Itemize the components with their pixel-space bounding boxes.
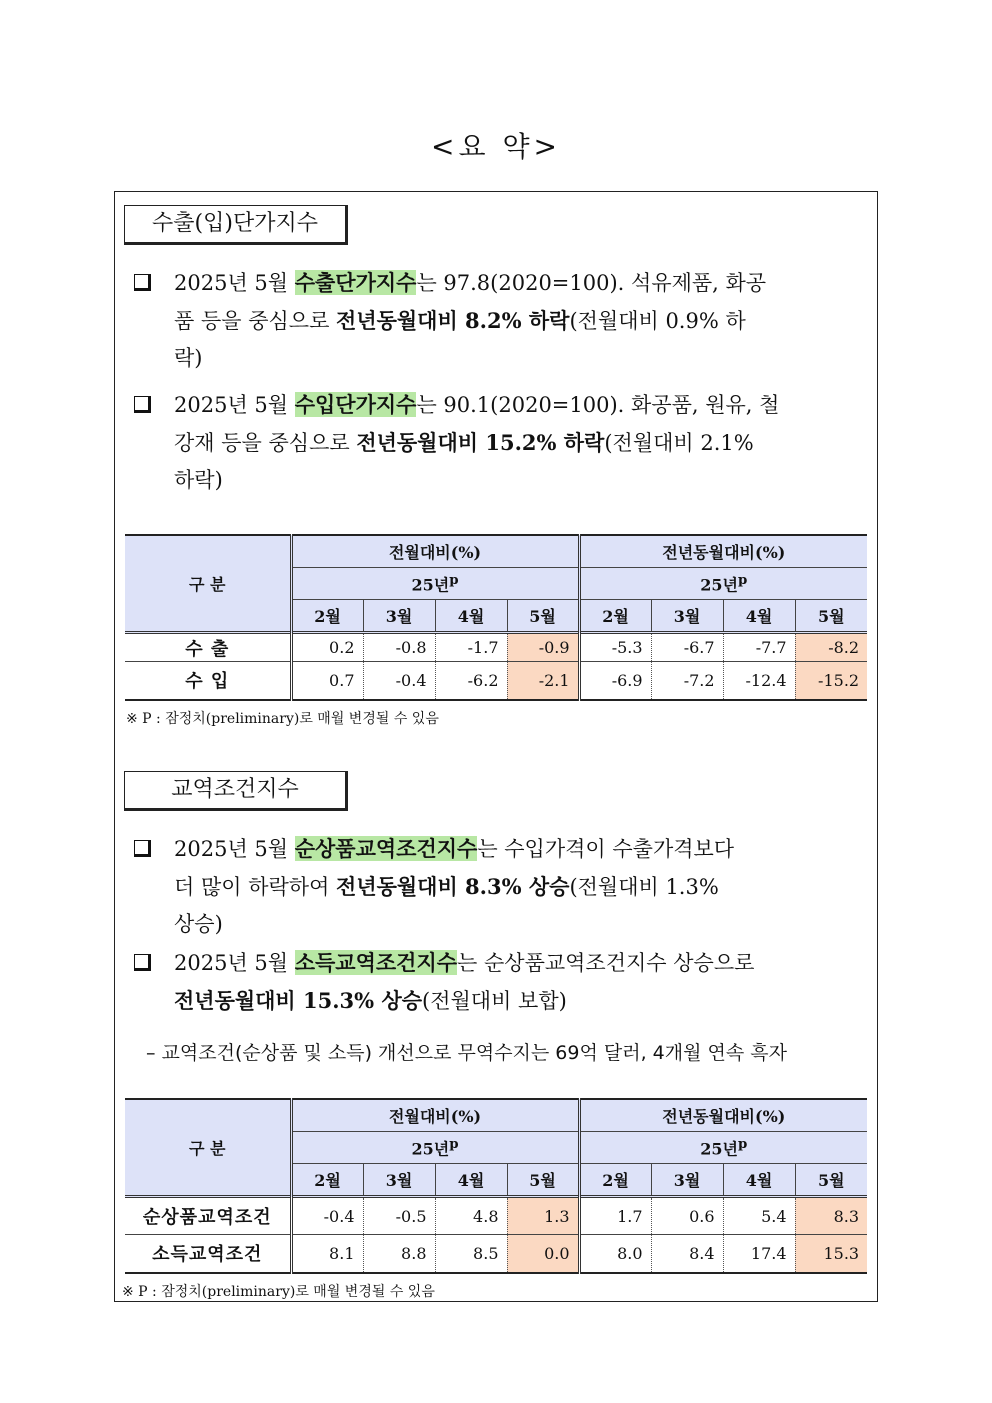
month-header: 5월 — [507, 1164, 579, 1197]
month-header: 3월 — [363, 1164, 435, 1197]
bullet-text: 락) — [174, 346, 203, 370]
price-index-table — [125, 534, 867, 701]
footnote: ※ P : 잠정치(preliminary)로 매월 변경될 수 있음 — [126, 711, 439, 727]
cell: 8.1 — [291, 1235, 363, 1273]
checkbox-bullet-icon — [134, 954, 151, 971]
month-header: 4월 — [723, 600, 795, 633]
month-header: 5월 — [507, 600, 579, 633]
cell: -5.3 — [579, 633, 651, 662]
cell-highlight: -15.2 — [795, 662, 867, 700]
bullet-export-price — [134, 264, 868, 377]
bullet-text: 2025년 5월 — [174, 837, 295, 861]
cell: -12.4 — [723, 662, 795, 700]
bold-yoy-statement: 전년동월대비 15.2% 하락 — [356, 430, 605, 455]
row-label: 수 출 — [125, 633, 291, 662]
month-header: 2월 — [579, 600, 651, 633]
year-sup: p — [449, 571, 459, 588]
bullet-text: (전월대비 1.3% — [569, 875, 719, 899]
header-mom: 전월대비(%) — [291, 1099, 579, 1132]
month-header: 5월 — [795, 600, 867, 633]
cell-highlight: 15.3 — [795, 1235, 867, 1273]
row-label: 소득교역조건 — [125, 1235, 291, 1273]
year-sup: p — [738, 1135, 748, 1152]
table-corner: 구 분 — [125, 535, 291, 633]
year-label: 25년 — [700, 1139, 739, 1159]
header-mom: 전월대비(%) — [291, 535, 579, 568]
checkbox-bullet-icon — [134, 840, 151, 857]
month-header: 3월 — [363, 600, 435, 633]
cell-highlight: 8.3 — [795, 1197, 867, 1235]
cell: -6.9 — [579, 662, 651, 700]
highlight-net-barter-index: 순상품교역조건지수 — [294, 836, 478, 861]
cell: 0.6 — [651, 1197, 723, 1235]
month-header: 4월 — [435, 1164, 507, 1197]
table-row — [125, 662, 867, 700]
header-yoy: 전년동월대비(%) — [579, 535, 867, 568]
year-sup: p — [738, 571, 748, 588]
cell-highlight: -2.1 — [507, 662, 579, 700]
cell: 0.2 — [291, 633, 363, 662]
bullet-income-tot — [134, 944, 868, 1020]
row-label: 수 입 — [125, 662, 291, 700]
cell: -0.4 — [291, 1197, 363, 1235]
table-row — [125, 633, 867, 662]
month-header: 2월 — [291, 600, 363, 633]
cell: 8.0 — [579, 1235, 651, 1273]
footnote: ※ P : 잠정치(preliminary)로 매월 변경될 수 있음 — [122, 1284, 435, 1300]
cell: -6.7 — [651, 633, 723, 662]
header-year — [579, 568, 867, 600]
bullet-text: 품 등을 중심으로 — [174, 309, 337, 333]
month-header: 2월 — [291, 1164, 363, 1197]
page-title: <요 약> — [431, 130, 561, 163]
bullet-text: 상승) — [174, 912, 223, 936]
cell: 5.4 — [723, 1197, 795, 1235]
year-label: 25년 — [700, 575, 739, 595]
bullet-text: 2025년 5월 — [174, 271, 295, 295]
highlight-export-price-index: 수출단가지수 — [294, 270, 417, 295]
cell: -0.4 — [363, 662, 435, 700]
bullet-text: (전월대비 0.9% 하 — [569, 309, 746, 333]
year-label: 25년 — [411, 575, 450, 595]
month-header: 3월 — [651, 1164, 723, 1197]
bold-yoy-statement: 전년동월대비 8.2% 하락 — [336, 308, 570, 333]
bullet-text: (전월대비 보합) — [422, 989, 567, 1013]
dash-note-trade-balance: – 교역조건(순상품 및 소득) 개선으로 무역수지는 69억 달러, 4개월 연속 흑자 — [146, 1042, 787, 1064]
checkbox-bullet-icon — [134, 274, 151, 291]
cell: -7.7 — [723, 633, 795, 662]
bullet-text: 2025년 5월 — [174, 951, 295, 975]
cell: 8.4 — [651, 1235, 723, 1273]
month-header: 4월 — [723, 1164, 795, 1197]
cell: -6.2 — [435, 662, 507, 700]
cell-highlight: -8.2 — [795, 633, 867, 662]
cell: -1.7 — [435, 633, 507, 662]
table-row — [125, 1197, 867, 1235]
header-year — [291, 568, 579, 600]
bullet-text: 더 많이 하락하여 — [174, 875, 337, 899]
table-corner: 구 분 — [125, 1099, 291, 1197]
bold-yoy-statement: 전년동월대비 15.3% 상승 — [174, 988, 423, 1013]
cell-highlight: 1.3 — [507, 1197, 579, 1235]
year-label: 25년 — [411, 1139, 450, 1159]
section-heading-price-index: 수출(입)단가지수 — [124, 205, 348, 245]
bullet-text: (전월대비 2.1% — [604, 431, 754, 455]
month-header: 5월 — [795, 1164, 867, 1197]
bullet-text: 하락) — [174, 468, 223, 492]
row-label: 순상품교역조건 — [125, 1197, 291, 1235]
table-row — [125, 1235, 867, 1273]
checkbox-bullet-icon — [134, 396, 151, 413]
bullet-net-barter-tot — [134, 830, 868, 943]
cell: 17.4 — [723, 1235, 795, 1273]
cell: 1.7 — [579, 1197, 651, 1235]
cell: 8.5 — [435, 1235, 507, 1273]
cell: -0.8 — [363, 633, 435, 662]
cell: 0.7 — [291, 662, 363, 700]
highlight-income-index: 소득교역조건지수 — [294, 950, 458, 975]
terms-of-trade-table — [125, 1098, 867, 1274]
cell: 4.8 — [435, 1197, 507, 1235]
bullet-text: 는 97.8(2020=100). 석유제품, 화공 — [416, 271, 767, 295]
cell: -7.2 — [651, 662, 723, 700]
highlight-import-price-index: 수입단가지수 — [294, 392, 417, 417]
bullet-text: 는 90.1(2020=100). 화공품, 원유, 철 — [416, 393, 780, 417]
month-header: 2월 — [579, 1164, 651, 1197]
section-heading-terms-of-trade: 교역조건지수 — [124, 771, 348, 811]
bold-yoy-statement: 전년동월대비 8.3% 상승 — [336, 874, 570, 899]
cell-highlight: -0.9 — [507, 633, 579, 662]
bullet-text: 강재 등을 중심으로 — [174, 431, 357, 455]
month-header: 3월 — [651, 600, 723, 633]
bullet-text: 는 순상품교역조건지수 상승으로 — [457, 951, 755, 975]
bullet-text: 는 수입가격이 수출가격보다 — [477, 837, 735, 861]
cell-highlight: 0.0 — [507, 1235, 579, 1273]
bullet-import-price — [134, 386, 868, 499]
month-header: 4월 — [435, 600, 507, 633]
year-sup: p — [449, 1135, 459, 1152]
bullet-text: 2025년 5월 — [174, 393, 295, 417]
cell: -0.5 — [363, 1197, 435, 1235]
header-year — [579, 1132, 867, 1164]
header-year — [291, 1132, 579, 1164]
cell: 8.8 — [363, 1235, 435, 1273]
header-yoy: 전년동월대비(%) — [579, 1099, 867, 1132]
